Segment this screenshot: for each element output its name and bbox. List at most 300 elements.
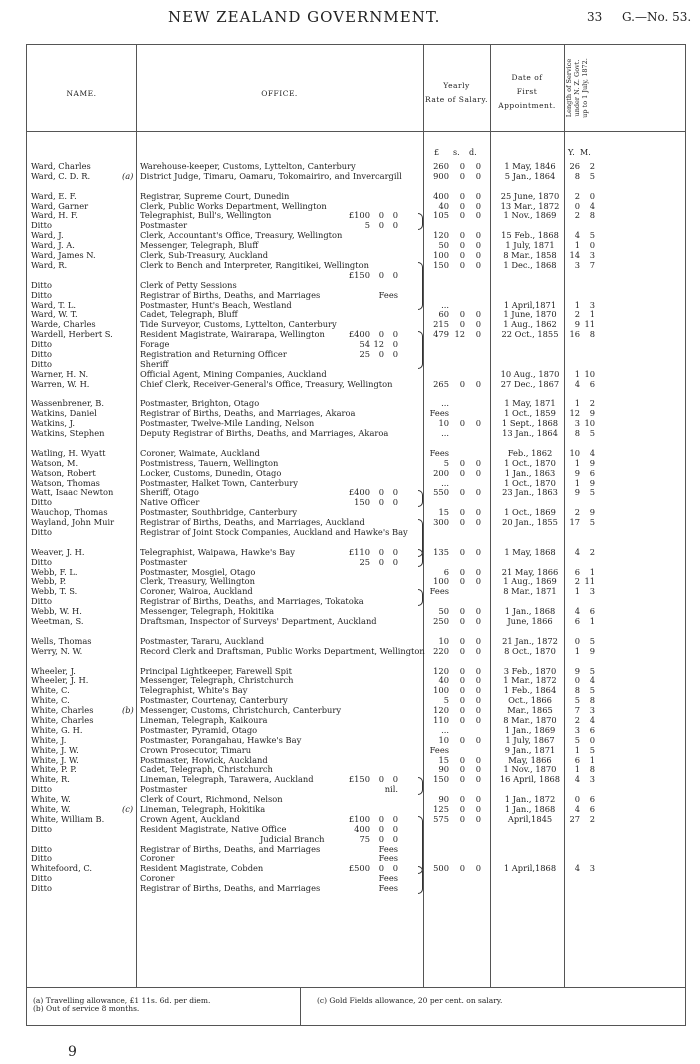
salary-pounds: 15 (438, 507, 449, 518)
salary-pounds: 220 (433, 645, 449, 656)
service-years: 9 (574, 319, 580, 330)
component-shillings: 0 (378, 487, 384, 498)
appointment-date: 1 Sept., 1868 (501, 418, 559, 429)
service-months: 0 (589, 190, 595, 201)
person-name: White, P. P. (31, 765, 77, 775)
person-name: Ward, Garner (31, 201, 89, 211)
office-title: Postmaster, Tararu, Auckland (140, 635, 265, 646)
column-header-date (490, 73, 564, 111)
office-title: Sheriff, Otago (140, 487, 199, 498)
salary-pounds: 260 (433, 161, 449, 171)
service-months: 9 (589, 507, 595, 518)
salary-pounds: 50 (438, 606, 449, 617)
salary-pence: 0 (475, 576, 481, 587)
office-title: Registrar of Births, Deaths, and Marriages (140, 289, 321, 300)
salary-pounds: 10 (438, 418, 449, 429)
office-title: Registrar of Births, Deaths, and Marriages (140, 843, 321, 854)
salary-pounds: 900 (433, 170, 449, 181)
table-row (26, 301, 686, 311)
appointment-date: 1 Aug., 1862 (503, 319, 557, 330)
service-months: 6 (589, 606, 595, 617)
appointment-date: 21 May, 1866 (501, 566, 559, 577)
appointment-date: 1 Jan., 1863 (504, 467, 556, 478)
appointment-date: 8 Mar., 1871 (503, 586, 557, 597)
person-name: Ward, James N. (31, 251, 96, 261)
service-months: 5 (589, 665, 595, 676)
person-name: White, C. (31, 686, 70, 696)
grouping-brace (418, 262, 423, 310)
salary-shillings: 0 (459, 774, 465, 785)
salary-pence: 0 (475, 467, 481, 478)
service-months: 0 (589, 734, 595, 745)
length-header-line: under N. Z. Govt. (573, 59, 581, 117)
salary-shillings: 0 (459, 467, 465, 478)
salary-pounds: 100 (433, 685, 449, 696)
person-name: White, J. W. (31, 745, 79, 755)
component-pounds: 25 (359, 348, 370, 359)
table-row (26, 399, 686, 409)
office-title: Clerk of Petty Sessions (140, 279, 237, 290)
length-header-line: Length of Service (565, 58, 573, 118)
service-months: 9 (589, 477, 595, 488)
unit-months: M. (580, 148, 591, 157)
office-title: Crown Prosecutor, Timaru (140, 744, 252, 755)
component-pence: 0 (392, 220, 398, 231)
component-shillings: 0 (378, 269, 384, 280)
salary-shillings: 0 (459, 170, 465, 181)
person-name: Ditto (31, 874, 52, 884)
service-months: 1 (589, 309, 595, 320)
person-name: Ditto (31, 498, 52, 508)
service-years: 4 (574, 230, 580, 241)
service-months: 11 (584, 576, 595, 587)
service-years: 0 (574, 200, 580, 211)
salary-pounds: Fees (429, 408, 449, 419)
office-title: Postmaster, Howick, Auckland (140, 754, 268, 765)
service-years: 12 (569, 408, 580, 419)
salary-pounds: ... (441, 398, 449, 409)
component-amount (318, 340, 398, 350)
component-pence: 0 (392, 487, 398, 498)
component-pounds: £100 (348, 813, 370, 824)
office-title: Clerk to Bench and Interpreter, Rangitikei, Wellington (140, 259, 369, 270)
service-years: 1 (574, 477, 580, 488)
service-years: 2 (574, 576, 580, 587)
appointment-date: Feb., 1862 (507, 447, 553, 458)
service-years: 3 (574, 724, 580, 735)
salary-pence: 0 (475, 714, 481, 725)
component-amount (318, 825, 398, 835)
component-pounds: £150 (348, 774, 370, 785)
salary-shillings: 0 (459, 487, 465, 498)
column-header-name: NAME. (66, 89, 97, 98)
salary-shillings: 0 (459, 259, 465, 270)
component-amount (318, 884, 398, 894)
component-shillings: 12 (373, 339, 384, 350)
column-header-length (565, 51, 589, 125)
service-months: 4 (589, 447, 595, 458)
component-amount (318, 498, 398, 508)
office-title: Coroner, Waimate, Auckland (140, 447, 260, 458)
service-years: 6 (574, 754, 580, 765)
salary-pounds: 105 (433, 210, 449, 221)
person-name: Wheeler, J. (31, 666, 76, 676)
service-years: 1 (574, 398, 580, 409)
office-title: Telegraphist, White's Bay (140, 685, 248, 696)
salary-pence: 0 (475, 210, 481, 221)
service-months: 9 (589, 457, 595, 468)
office-title: Forage (140, 339, 170, 350)
appointment-date: 1 Oct., 1870 (504, 457, 556, 468)
service-months: 4 (589, 714, 595, 725)
component-pence: 0 (392, 774, 398, 785)
salary-shillings: 0 (459, 665, 465, 676)
person-name: Ditto (31, 557, 52, 567)
footnote-marker: (c) (122, 804, 134, 814)
office-title: Native Officer (140, 497, 200, 508)
salary-pence: 0 (475, 190, 481, 201)
appointment-date: 13 Mar., 1872 (500, 200, 560, 211)
service-months: 1 (589, 754, 595, 765)
service-years: 4 (574, 378, 580, 389)
person-name: White, Charles (31, 706, 94, 716)
person-name: White, R. (31, 775, 70, 785)
appointment-date: 23 Jan., 1863 (502, 487, 558, 498)
column-header-salary (423, 81, 490, 105)
office-title: Clerk of Court, Richmond, Nelson (140, 794, 283, 805)
component-amount (318, 548, 398, 558)
office-title: Official Agent, Mining Companies, Auckland (140, 368, 327, 379)
salary-pounds: 40 (438, 675, 449, 686)
salary-pounds: 300 (433, 517, 449, 528)
office-title: Postmaster (140, 784, 188, 795)
salary-pence: 0 (475, 734, 481, 745)
table-row (26, 716, 686, 726)
service-months: 5 (589, 428, 595, 439)
office-title: Sheriff (140, 358, 169, 369)
salary-shillings: 0 (459, 230, 465, 241)
person-name: Ditto (31, 884, 52, 894)
service-years: 4 (574, 863, 580, 874)
service-years: 0 (574, 794, 580, 805)
appointment-date: 22 Oct., 1855 (501, 329, 559, 340)
component-pence: 0 (392, 833, 398, 844)
office-title: Deputy Registrar of Births, Deaths, and Marriages, Akaroa (140, 428, 389, 439)
table-row (26, 380, 686, 400)
appointment-date: 9 Jan., 1871 (504, 744, 556, 755)
salary-pounds: 550 (433, 487, 449, 498)
service-years: 2 (574, 714, 580, 725)
salary-pence: 0 (475, 329, 481, 340)
table-row (26, 528, 686, 548)
service-years: 1 (574, 368, 580, 379)
salary-pence: 0 (475, 546, 481, 557)
salary-pence: 0 (475, 566, 481, 577)
salary-header-line: Yearly (443, 81, 470, 90)
office-title: Draftsman, Inspector of Surveys' Department, Auckland (140, 616, 377, 627)
service-years: 1 (574, 586, 580, 597)
person-name: Weetman, S. (31, 617, 84, 627)
appointment-date: 1 April,1868 (503, 863, 557, 874)
salary-shillings: 0 (459, 546, 465, 557)
person-name: Watkins, Stephen (31, 429, 105, 439)
salary-amount (423, 469, 489, 479)
service-months: 1 (589, 616, 595, 627)
service-months: 9 (589, 408, 595, 419)
service-years: 6 (574, 616, 580, 627)
office-title: Coroner, Wairoa, Auckland (140, 586, 253, 597)
salary-pence: 0 (475, 259, 481, 270)
person-name: Watson, M. (31, 458, 79, 468)
salary-pounds: 150 (433, 259, 449, 270)
office-title: Registrar of Joint Stock Companies, Auckland and Hawke's Bay (140, 527, 408, 538)
service-years: 3 (574, 259, 580, 270)
table-row (26, 597, 686, 607)
salary-pence: 0 (475, 378, 481, 389)
table-row (26, 756, 686, 766)
person-name: Ditto (31, 824, 52, 834)
salary-pounds: 575 (433, 813, 449, 824)
component-shillings: 0 (378, 833, 384, 844)
component-pounds: £150 (348, 269, 370, 280)
office-title: Registrar of Births, Deaths, and Marriages (140, 883, 321, 894)
appointment-date: 15 Feb., 1868 (501, 230, 559, 241)
salary-pounds: 500 (433, 863, 449, 874)
service-years: 5 (574, 734, 580, 745)
table-row (26, 726, 686, 736)
footnote-marker: (a) (122, 170, 134, 181)
table-row (26, 340, 686, 350)
office-title: Telegraphist, Waipawa, Hawke's Bay (140, 546, 295, 557)
appointment-date: 1 July, 1871 (505, 240, 555, 251)
office-title: Coroner (140, 873, 175, 884)
salary-pounds: ... (441, 428, 449, 439)
component-pence: 0 (392, 348, 398, 359)
component-pounds: 25 (359, 556, 370, 567)
component-pounds: Fees (378, 873, 398, 884)
service-years: 0 (574, 635, 580, 646)
salary-shillings: 0 (459, 250, 465, 261)
date-header-line: Date of (511, 73, 543, 82)
appointment-date: 1 June, 1870 (503, 309, 557, 320)
service-months: 3 (589, 586, 595, 597)
office-title: Messenger, Customs, Christchurch, Canterbury (140, 705, 342, 716)
component-pounds: £100 (348, 210, 370, 221)
salary-shillings: 0 (459, 804, 465, 814)
service-months: 11 (584, 319, 595, 330)
person-name: Webb, T. S. (31, 587, 78, 597)
appointment-date: 21 Jan., 1872 (502, 635, 558, 646)
table-row (26, 498, 686, 508)
salary-shillings: 0 (459, 240, 465, 251)
service-years: 17 (569, 517, 580, 528)
table-body (26, 162, 686, 894)
service-years: 27 (569, 813, 580, 824)
footnote-a: (a) Travelling allowance, £1 11s. 6d. per diem. (33, 996, 211, 1005)
office-title: Messenger, Telegraph, Bluff (140, 240, 259, 251)
person-name: Warde, Charles (31, 320, 96, 330)
component-shillings: 0 (378, 546, 384, 557)
table-row (26, 667, 686, 677)
salary-pounds: 135 (433, 546, 449, 557)
appointment-date: June, 1866 (507, 616, 553, 627)
office-title: Record Clerk and Draftsman, Public Works Department, Wellington (140, 645, 425, 656)
service-years: 10 (569, 447, 580, 458)
salary-shillings: 0 (459, 457, 465, 468)
salary-pence: 0 (475, 863, 481, 874)
salary-amount (423, 518, 489, 528)
salary-pounds: 120 (433, 230, 449, 241)
person-name: Watt, Isaac Newton (31, 488, 114, 498)
appointment-date: 1 Jan., 1868 (504, 606, 556, 617)
length-header-line: up to 1 July, 1872. (581, 58, 589, 118)
table-row (26, 736, 686, 746)
salary-pounds: 265 (433, 378, 449, 389)
salary-pence: 0 (475, 309, 481, 320)
component-shillings: 0 (378, 823, 384, 834)
salary-shillings: 0 (459, 566, 465, 577)
component-pounds: £110 (348, 546, 370, 557)
person-name: Ditto (31, 290, 52, 300)
component-pounds: £400 (348, 329, 370, 340)
appointment-date: 1 Feb., 1864 (503, 685, 557, 696)
salary-pounds: 125 (433, 804, 449, 814)
service-months: 8 (589, 764, 595, 775)
component-pounds: Fees (378, 843, 398, 854)
table-row (26, 775, 686, 785)
service-years: 9 (574, 487, 580, 498)
service-years: 1 (574, 744, 580, 755)
footnote-b: (b) Out of service 8 months. (33, 1004, 140, 1013)
person-name: Ditto (31, 528, 52, 538)
table-row (26, 330, 686, 340)
component-pence: 0 (392, 546, 398, 557)
service-months: 3 (589, 705, 595, 716)
person-name: Wardell, Herbert S. (31, 330, 113, 340)
salary-pounds: Fees (429, 744, 449, 755)
salary-amount (423, 380, 489, 390)
table-row (26, 558, 686, 568)
service-years: 1 (574, 645, 580, 656)
service-years: 4 (574, 606, 580, 617)
salary-amount (423, 587, 489, 597)
service-years: 3 (574, 418, 580, 429)
person-name: Wassenbrener, B. (31, 399, 105, 409)
service-months: 3 (589, 299, 595, 310)
person-name: Ward, Charles (31, 162, 91, 171)
salary-pence: 0 (475, 685, 481, 696)
person-name: White, J. (31, 735, 67, 745)
component-pounds: 54 (359, 339, 370, 350)
service-months: 8 (589, 695, 595, 706)
service-months: 3 (589, 774, 595, 785)
component-shillings: 0 (378, 863, 384, 874)
appointment-date: 1 Oct., 1870 (504, 477, 556, 488)
office-title: Lineman, Telegraph, Kaikoura (140, 714, 268, 725)
office-title: Resident Magistrate, Cobden (140, 863, 264, 874)
table-row (26, 845, 686, 855)
appointment-date: 1 Jan., 1869 (504, 724, 556, 735)
table-row (26, 211, 686, 221)
salary-shillings: 0 (459, 754, 465, 765)
table-row (26, 617, 686, 637)
service-months: 6 (589, 724, 595, 735)
salary-pence: 0 (475, 675, 481, 686)
salary-pounds: 10 (438, 635, 449, 646)
person-name: Wells, Thomas (31, 636, 92, 646)
person-name: Watkins, Daniel (31, 409, 97, 419)
person-name: Ward, R. (31, 260, 68, 270)
salary-shillings: 0 (459, 190, 465, 201)
salary-pence: 0 (475, 794, 481, 805)
service-months: 3 (589, 250, 595, 261)
salary-pence: 0 (475, 507, 481, 518)
appointment-date: 1 May, 1846 (504, 161, 556, 171)
salary-pence: 0 (475, 635, 481, 646)
page-number-top: 33 (587, 10, 603, 24)
service-years: 1 (574, 457, 580, 468)
appointment-date: 27 Dec., 1867 (500, 378, 560, 389)
table-row (26, 548, 686, 558)
salary-pounds: 5 (443, 457, 449, 468)
salary-pence: 0 (475, 240, 481, 251)
office-title: Postmaster, Southbridge, Canterbury (140, 507, 298, 518)
service-years: 0 (574, 675, 580, 686)
salary-pence: 0 (475, 804, 481, 814)
person-name: Ditto (31, 854, 52, 864)
service-months: 0 (589, 240, 595, 251)
unit-shillings: s. (453, 148, 460, 157)
component-pounds: Fees (378, 883, 398, 894)
salary-pounds: ... (441, 724, 449, 735)
service-years: 4 (574, 546, 580, 557)
table-row (26, 647, 686, 667)
salary-shillings: 0 (459, 161, 465, 171)
person-name: White, W. (31, 805, 71, 814)
table-row (26, 231, 686, 241)
office-title: Postmaster, Halket Town, Canterbury (140, 477, 298, 488)
person-name: Ward, C. D. R. (31, 171, 91, 181)
office-title: Chief Clerk, Receiver-General's Office, Treasury, Wellington (140, 378, 393, 389)
service-months: 5 (589, 685, 595, 696)
component-pounds: 400 (354, 823, 370, 834)
person-name: White, Charles (31, 715, 94, 725)
service-months: 2 (589, 161, 595, 171)
office-title: Telegraphist, Bull's, Wellington (140, 210, 272, 221)
salary-pounds: 90 (438, 794, 449, 805)
service-years: 16 (569, 329, 580, 340)
component-amount (318, 785, 398, 795)
table-row (26, 261, 686, 281)
person-name: Warner, H. N. (31, 369, 89, 379)
salary-shillings: 0 (459, 764, 465, 775)
grouping-brace (418, 213, 423, 231)
salary-pence: 0 (475, 230, 481, 241)
salary-pence: 0 (475, 606, 481, 617)
table-row (26, 221, 686, 231)
person-name: Watson, Thomas (31, 478, 100, 488)
service-years: 6 (574, 566, 580, 577)
service-months: 5 (589, 230, 595, 241)
person-name: Watson, Robert (31, 468, 96, 478)
office-title: Warehouse-keeper, Customs, Lyttelton, Canterbury (140, 161, 356, 171)
service-months: 5 (589, 744, 595, 755)
office-title: Resident Magistrate, Wairarapa, Wellington (140, 329, 325, 340)
service-months: 6 (589, 467, 595, 478)
office-title: Postmaster, Courtenay, Canterbury (140, 695, 288, 706)
component-pounds: £500 (348, 863, 370, 874)
table-row (26, 864, 686, 874)
